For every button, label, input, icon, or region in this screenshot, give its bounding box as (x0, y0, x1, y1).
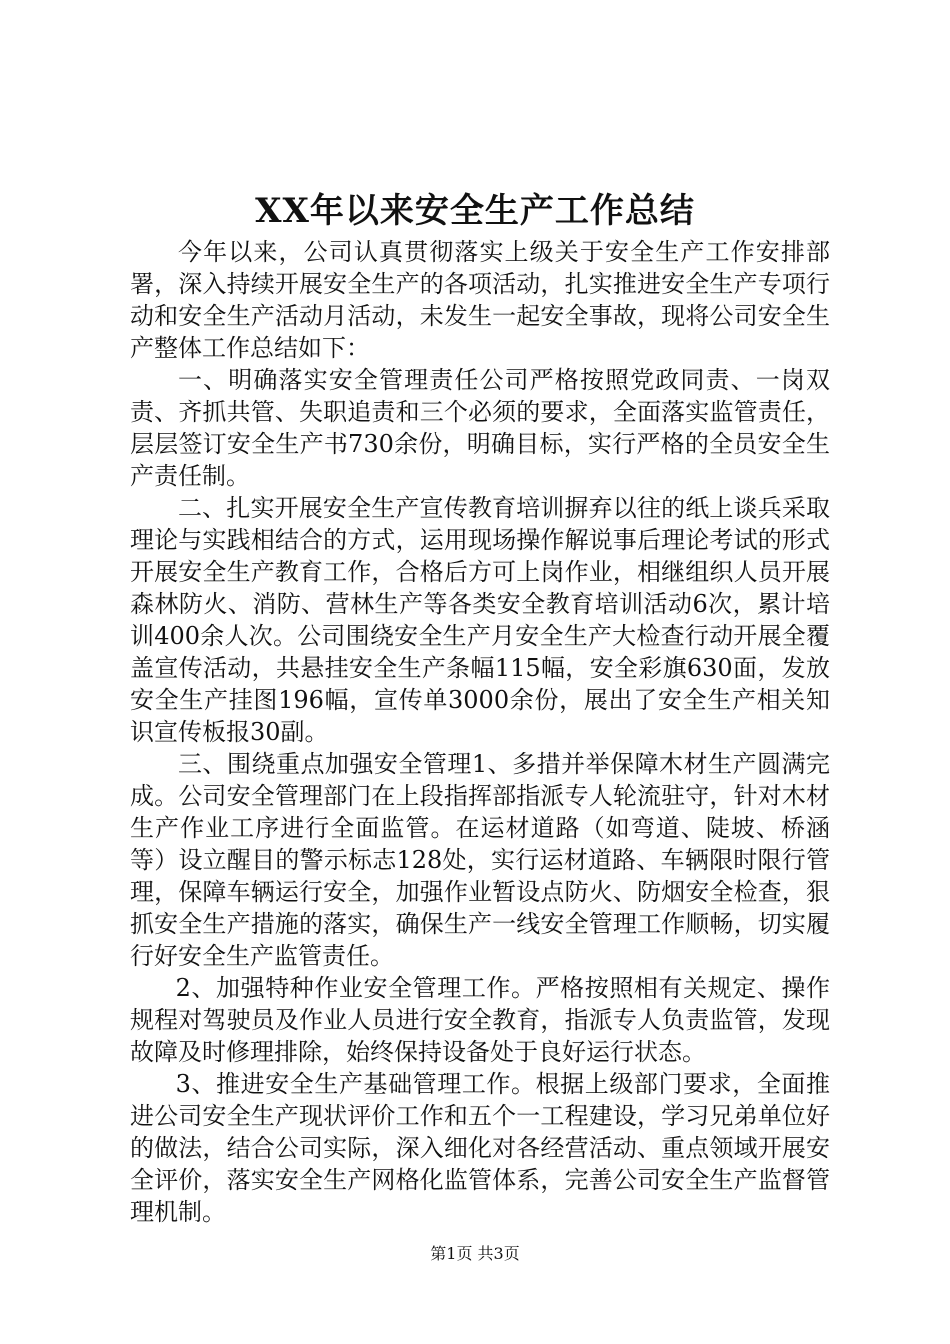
paragraph-section-1: 一、明确落实安全管理责任公司严格按照党政同责、一岗双责、齐抓共管、失职追责和三个必须的要求，全面落实监管责任，层层签订安全生产书730余份，明确目标，实行严格的全员安全生产责任制。 (130, 366, 830, 490)
paragraph-intro: 今年以来，公司认真贯彻落实上级关于安全生产工作安排部署，深入持续开展安全生产的各项活动，扎实推进安全生产专项行动和安全生产活动月活动，未发生一起安全事故，现将公司安全生产整体工作总结如下： (130, 238, 830, 362)
paragraph-section-2: 二、扎实开展安全生产宣传教育培训摒弃以往的纸上谈兵采取理论与实践相结合的方式，运用现场操作解说事后理论考试的形式开展安全生产教育工作，合格后方可上岗作业，相继组织人员开展森林防火、消防、营林生产等各类安全教育培训活动6次，累计培训400余人次。公司围绕安全生产月安全生产大检查行动开展全覆盖宣传活动，共悬挂安全生产条幅115幅，安全彩旗630面，发放安全生产挂图196幅，宣传单3000余份，展出了安全生产相关知识宣传板报30副。 (130, 494, 830, 746)
paragraph-item-3: 3、推进安全生产基础管理工作。根据上级部门要求，全面推进公司安全生产现状评价工作和五个一工程建设，学习兄弟单位好的做法，结合公司实际，深入细化对各经营活动、重点领域开展安全评价，落实安全生产网格化监管体系，完善公司安全生产监督管理机制。 (130, 1070, 830, 1226)
page-footer: 第1页 共3页 (430, 1244, 520, 1263)
document-title: XX年以来安全生产工作总结 (255, 191, 695, 231)
paragraph-section-3: 三、围绕重点加强安全管理1、多措并举保障木材生产圆满完成。公司安全管理部门在上段指挥部指派专人轮流驻守，针对木材生产作业工序进行全面监管。在运材道路（如弯道、陡坡、桥涵等）设立醒目的警示标志128处，实行运材道路、车辆限时限行管理，保障车辆运行安全，加强作业暂设点防火、防烟安全检查，狠抓安全生产措施的落实，确保生产一线安全管理工作顺畅，切实履行好安全生产监管责任。 (130, 750, 830, 970)
document-body (130, 236, 830, 1228)
paragraph-item-2: 2、加强特种作业安全管理工作。严格按照相有关规定、操作规程对驾驶员及作业人员进行安全教育，指派专人负责监管，发现故障及时修理排除，始终保持设备处于良好运行状态。 (130, 974, 830, 1066)
